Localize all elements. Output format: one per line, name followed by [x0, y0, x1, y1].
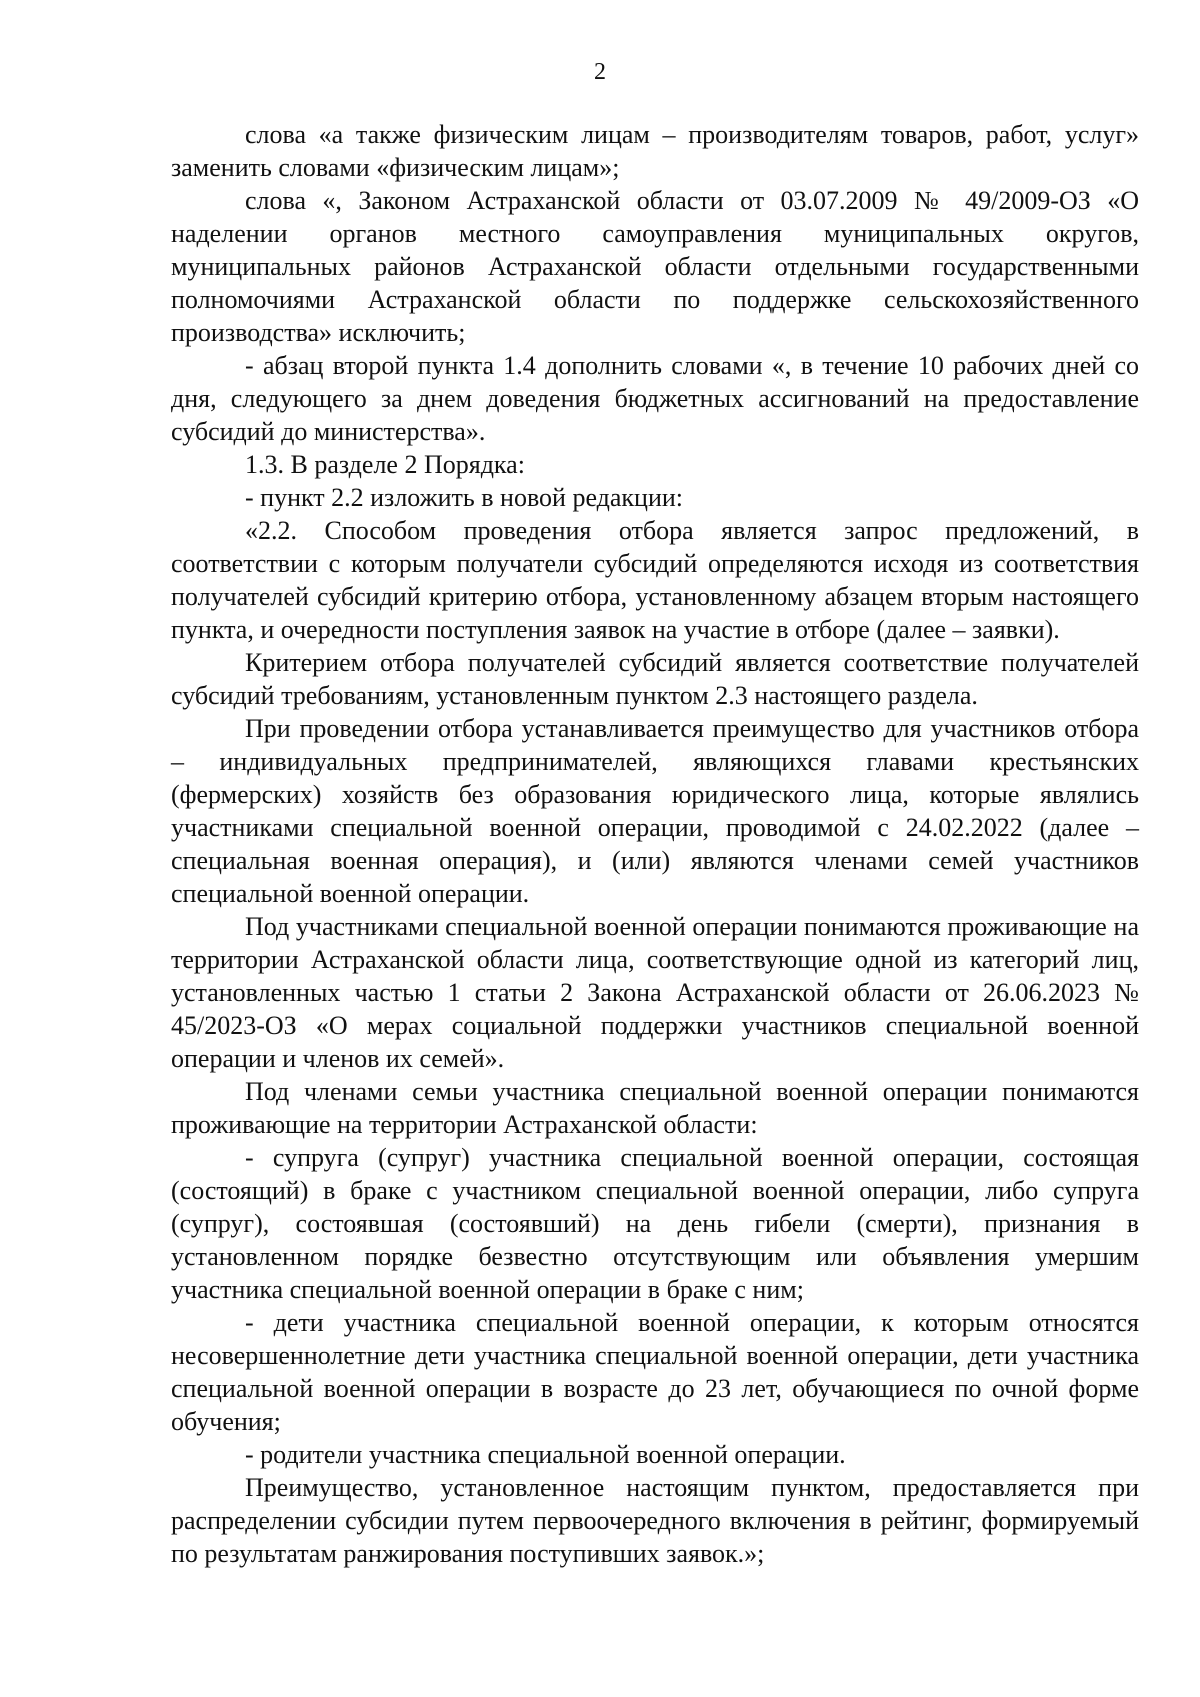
paragraph: - супруга (супруг) участника специальной военной операции, состоящая (состоящий) в браке с участником специальной военной операции, либо супруга (супруг), состоявшая (состоявший) на день гибели (смерти), признания в установленном порядке безвестно отсутствующим или объявления умершим участника специальной военной операции в браке с ним;: [171, 1143, 1139, 1304]
paragraph: Под членами семьи участника специальной военной операции понимаются проживающие на территории Астраханской области:: [171, 1077, 1139, 1139]
paragraph: При проведении отбора устанавливается преимущество для участников отбора – индивидуальных предпринимателей, являющихся главами крестьянских (фермерских) хозяйств без образования юридического лица, которые являлись участниками специальной военной операции, проводимой с 24.02.2022 (далее – специальная военная операция), и (или) являются членами семей участников специальной военной операции.: [171, 714, 1139, 908]
paragraph: - абзац второй пункта 1.4 дополнить словами «, в течение 10 рабочих дней со дня, следующего за днем доведения бюджетных ассигнований на предоставление субсидий до министерства».: [171, 351, 1139, 446]
paragraph: Критерием отбора получателей субсидий является соответствие получателей субсидий требованиям, установленным пунктом 2.3 настоящего раздела.: [171, 648, 1139, 710]
paragraph: Преимущество, установленное настоящим пунктом, предоставляется при распределении субсидии путем первоочередного включения в рейтинг, формируемый по результатам ранжирования поступивших заявок.»;: [171, 1473, 1139, 1568]
paragraph: 1.3. В разделе 2 Порядка:: [245, 450, 525, 479]
document-body: [171, 118, 1139, 1570]
paragraph: - пункт 2.2 изложить в новой редакции:: [245, 483, 684, 512]
page-number: 2: [594, 59, 606, 85]
paragraph: «2.2. Способом проведения отбора является запрос предложений, в соответствии с которым получатели субсидий определяются исходя из соответствия получателей субсидий критерию отбора, установленному абзацем вторым настоящего пункта, и очередности поступления заявок на участие в отборе (далее – заявки).: [171, 516, 1139, 644]
paragraph: слова «а также физическим лицам – производителям товаров, работ, услуг» заменить словами «физическим лицам»;: [171, 120, 1139, 182]
paragraph: Под участниками специальной военной операции понимаются проживающие на территории Астраханской области лица, соответствующие одной из категорий лиц, установленных частью 1 статьи 2 Закона Астраханской области от 26.06.2023 № 45/2023-ОЗ «О мерах социальной поддержки участников специальной военной операции и членов их семей».: [171, 912, 1139, 1073]
paragraph: - дети участника специальной военной операции, к которым относятся несовершеннолетние дети участника специальной военной операции, дети участника специальной военной операции в возрасте до 23 лет, обучающиеся по очной форме обучения;: [171, 1308, 1139, 1436]
paragraph: слова «, Законом Астраханской области от 03.07.2009 № 49/2009-ОЗ «О наделении органов местного самоуправления муниципальных округов, муниципальных районов Астраханской области отдельными государственными полномочиями Астраханской области по поддержке сельскохозяйственного производства» исключить;: [171, 186, 1139, 347]
paragraph: - родители участника специальной военной операции.: [245, 1440, 846, 1469]
